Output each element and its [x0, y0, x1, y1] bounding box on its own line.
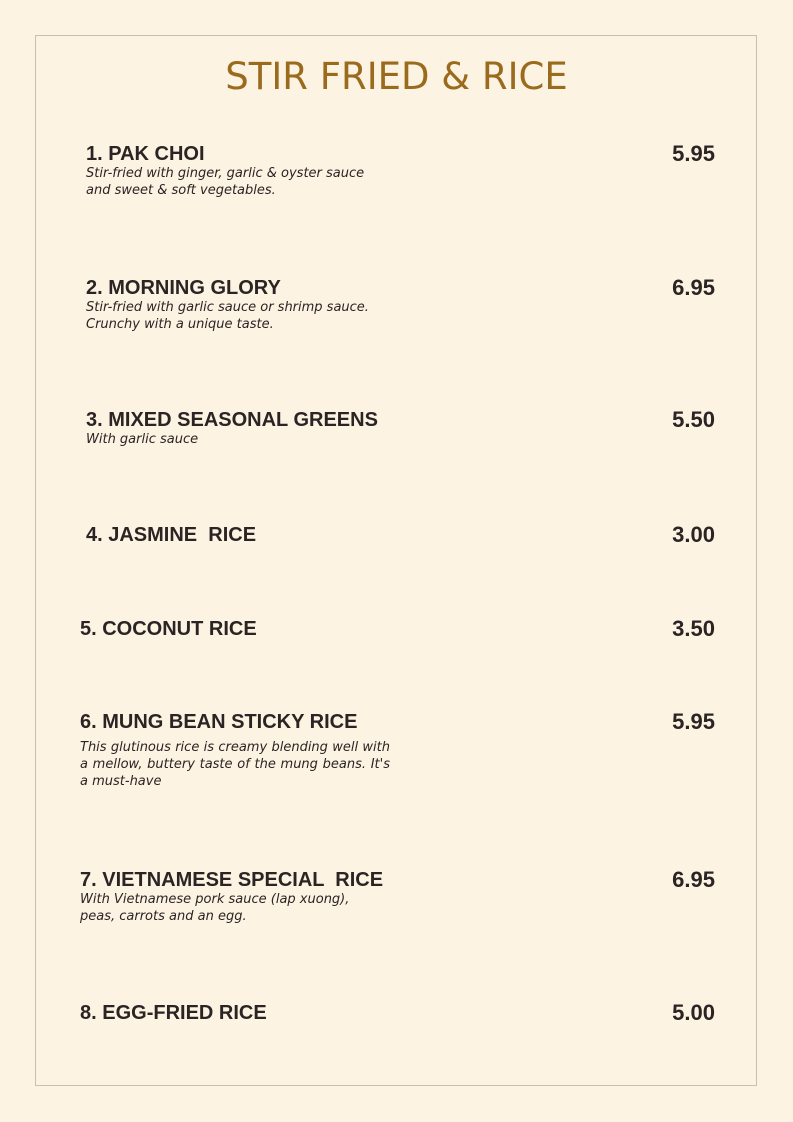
menu-item-vietnamese-special-rice	[80, 869, 383, 925]
menu-item-mixed-seasonal-greens	[86, 409, 378, 448]
menu-title: STIR FRIED & RICE	[225, 55, 568, 98]
item-price: 5.50	[672, 407, 715, 432]
item-price: 5.00	[672, 1000, 715, 1025]
item-price: 5.95	[672, 709, 715, 734]
item-name: 3. MIXED SEASONAL GREENS	[86, 409, 378, 431]
item-price: 5.95	[672, 141, 715, 166]
item-name: 5. COCONUT RICE	[80, 618, 257, 640]
menu-item-mung-bean-sticky-rice	[80, 711, 390, 790]
item-price: 6.95	[672, 867, 715, 892]
item-name: 2. MORNING GLORY	[86, 277, 281, 299]
item-price: 3.00	[672, 522, 715, 547]
item-description: With garlic sauce	[86, 432, 199, 447]
item-description: This glutinous rice is creamy blending well with a mellow, buttery taste of the mung beans. It's a must-have	[80, 740, 390, 789]
item-name: 4. JASMINE RICE	[86, 524, 257, 546]
item-name: 7. VIETNAMESE SPECIAL RICE	[80, 869, 384, 891]
item-name: 1. PAK CHOI	[86, 143, 205, 165]
item-description: Stir-fried with ginger, garlic & oyster sauce and sweet & soft vegetables.	[86, 166, 365, 198]
item-price: 3.50	[672, 616, 715, 641]
item-name: 8. EGG-FRIED RICE	[80, 1002, 267, 1024]
item-description: With Vietnamese pork sauce (lap xuong), peas, carrots and an egg.	[80, 892, 350, 924]
menu-item-morning-glory	[86, 277, 369, 333]
item-name: 6. MUNG BEAN STICKY RICE	[80, 711, 358, 733]
item-description: Stir-fried with garlic sauce or shrimp sauce. Crunchy with a unique taste.	[86, 300, 369, 332]
menu-item-jasmine-rice	[86, 524, 256, 546]
menu-item-coconut-rice	[80, 618, 257, 640]
menu-item-pak-choi	[86, 143, 364, 199]
item-price: 6.95	[672, 275, 715, 300]
menu-item-egg-fried-rice	[80, 1002, 267, 1024]
